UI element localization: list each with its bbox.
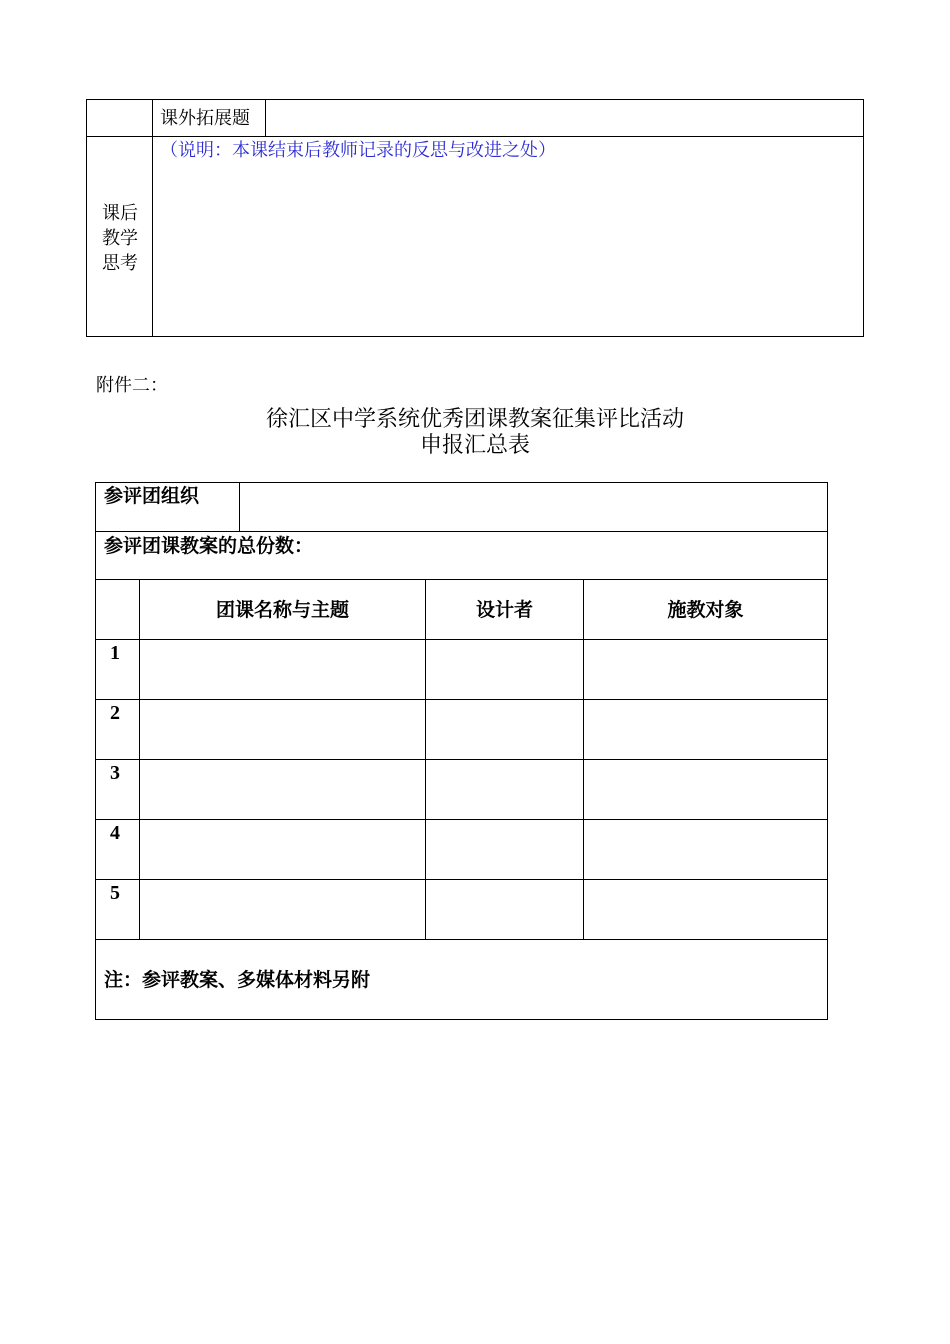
row-number: 3: [110, 762, 120, 784]
row-number: 5: [110, 882, 120, 904]
row-number: 2: [110, 702, 120, 724]
extension-question-label: 课外拓展题: [160, 108, 250, 129]
header-audience: 施教对象: [667, 599, 744, 621]
total-count-label: 参评团课教案的总份数：: [104, 535, 314, 557]
page-subtitle: 申报汇总表: [419, 433, 530, 458]
footer-note: 注：参评教案、多媒体材料另附: [104, 969, 371, 991]
reflection-note: （说明：本课结束后教师记录的反思与改进之处）: [160, 140, 556, 161]
header-lesson-name: 团课名称与主题: [215, 599, 349, 621]
participating-org-label: 参评团组织: [104, 485, 200, 507]
page-title: 徐汇区中学系统优秀团课教案征集评比活动: [265, 407, 684, 432]
attachment-label: 附件二：: [96, 375, 168, 396]
header-designer: 设计者: [475, 599, 533, 621]
row-number: 1: [110, 642, 120, 664]
post-lesson-reflection-label: 课后 教学 思考: [102, 203, 138, 274]
row-number: 4: [110, 822, 120, 844]
